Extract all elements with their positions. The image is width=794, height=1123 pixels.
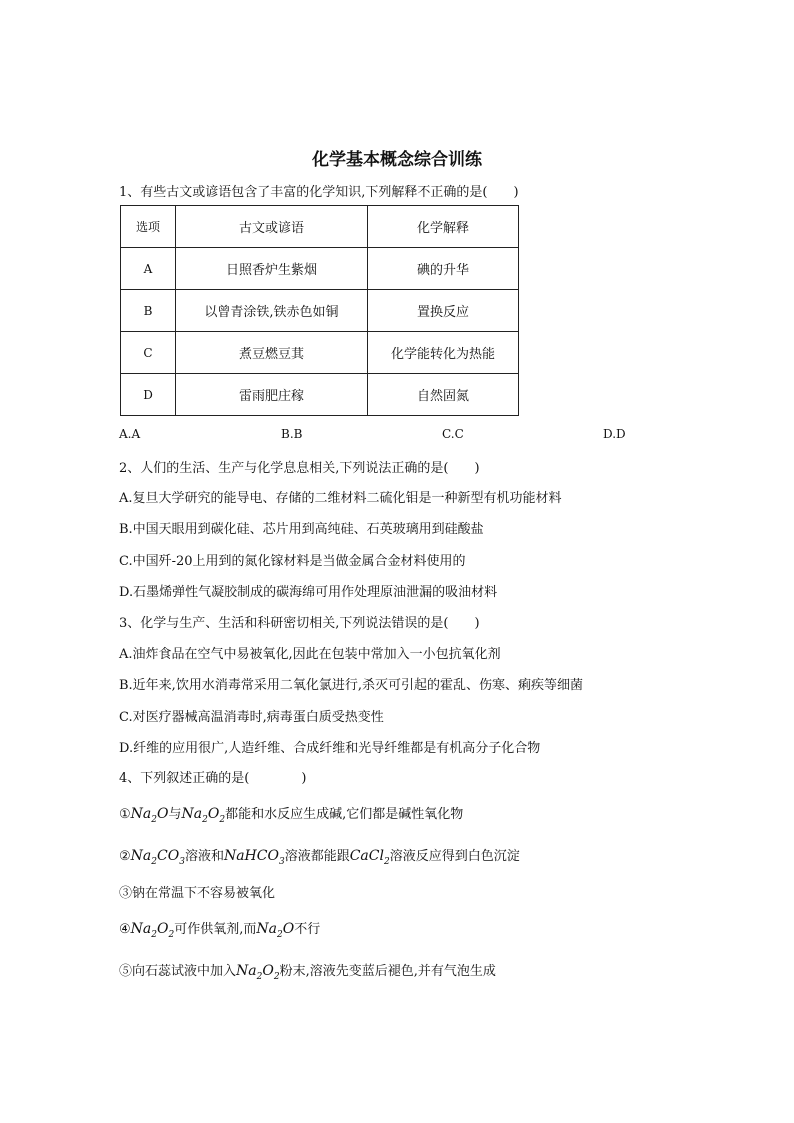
statement-text: ⑤向石蕊试液中加入	[119, 964, 237, 979]
question-1-table	[120, 205, 519, 416]
statement-text: 溶液反应得到白色沉淀	[389, 849, 520, 864]
question-3-option-c: C.对医疗器械高温消毒时,病毒蛋白质受热变性	[119, 710, 384, 725]
statement-text: 都能和水反应生成碱,它们都是碱性氧化物	[225, 807, 464, 822]
statement-4	[119, 918, 320, 940]
table-header-cell: 古文或谚语	[176, 206, 368, 248]
table-cell: D	[121, 374, 176, 416]
question-2-option-b: B.中国天眼用到碳化硅、芯片用到高纯硅、石英玻璃用到硅酸盐	[119, 522, 484, 537]
question-1-option-a: A.A	[119, 427, 141, 441]
statement-1	[119, 803, 463, 825]
formula: $Na_2CO_3$	[130, 848, 185, 867]
table-cell: 自然固氮	[368, 374, 519, 416]
formula: $Na_2O_2$	[181, 806, 226, 825]
table-row	[121, 332, 519, 374]
table-cell: B	[121, 290, 176, 332]
question-2-option-d: D.石墨烯弹性气凝胶制成的碳海绵可用作处理原油泄漏的吸油材料	[119, 585, 498, 600]
formula: CaCl$_2$	[349, 848, 390, 867]
question-1-option-d: D.D	[603, 427, 626, 441]
formula: $Na_2O$	[130, 806, 169, 825]
statement-text: 溶液和	[184, 849, 224, 864]
formula: $Na_2O$	[256, 921, 295, 940]
question-2-stem: 2、人们的生活、生产与化学息息相关,下列说法正确的是( )	[119, 461, 480, 476]
formula: NaHCO$_3$	[223, 848, 285, 867]
statement-3: ③钠在常温下不容易被氧化	[119, 886, 276, 901]
statement-5	[119, 960, 496, 982]
question-2-option-a: A.复旦大学研究的能导电、存储的二维材料二硫化钼是一种新型有机功能材料	[119, 491, 562, 506]
table-cell: 碘的升华	[368, 248, 519, 290]
table-row	[121, 248, 519, 290]
question-3-stem: 3、化学与生产、生活和科研密切相关,下列说法错误的是( )	[119, 616, 480, 631]
page-title: 化学基本概念综合训练	[312, 150, 482, 170]
statement-text: 与	[168, 807, 182, 822]
table-header-row	[121, 206, 519, 248]
table-cell: 日照香炉生紫烟	[176, 248, 368, 290]
statement-text: 溶液都能跟	[284, 849, 350, 864]
table-cell: 雷雨肥庄稼	[176, 374, 368, 416]
table-row	[121, 290, 519, 332]
table-cell: A	[121, 248, 176, 290]
table-header-cell: 选项	[121, 206, 176, 248]
table-cell: 化学能转化为热能	[368, 332, 519, 374]
formula: $Na_2O_2$	[236, 963, 280, 982]
formula: $Na_2O_2$	[130, 921, 175, 940]
question-3-option-a: A.油炸食品在空气中易被氧化,因此在包装中常加入一小包抗氧化剂	[119, 647, 501, 662]
statement-number: ④	[119, 922, 131, 937]
table-row	[121, 374, 519, 416]
question-1-option-b: B.B	[281, 427, 303, 441]
statement-2	[119, 845, 520, 867]
question-2-option-c: C.中国歼-20上用到的氮化镓材料是当做金属合金材料使用的	[119, 554, 466, 569]
question-1-option-c: C.C	[442, 427, 464, 441]
statement-number: ①	[119, 807, 131, 822]
question-3-option-d: D.纤维的应用很广,人造纤维、合成纤维和光导纤维都是有机高分子化合物	[119, 741, 541, 756]
table-cell: C	[121, 332, 176, 374]
statement-text: 可作供氧剂,而	[174, 922, 257, 937]
question-3-option-b: B.近年来,饮用水消毒常采用二氧化氯进行,杀灭可引起的霍乱、伤寒、痢疾等细菌	[119, 678, 583, 693]
question-1-stem: 1、有些古文或谚语包含了丰富的化学知识,下列解释不正确的是( )	[119, 185, 519, 200]
statement-text: 粉末,溶液先变蓝后褪色,并有气泡生成	[279, 964, 496, 979]
statement-text: 不行	[294, 922, 321, 937]
table-cell: 置换反应	[368, 290, 519, 332]
question-4-stem: 4、下列叙述正确的是( )	[119, 771, 307, 786]
table-cell: 煮豆燃豆萁	[176, 332, 368, 374]
table-header-cell: 化学解释	[368, 206, 519, 248]
table-cell: 以曾青涂铁,铁赤色如铜	[176, 290, 368, 332]
statement-number: ②	[119, 849, 131, 864]
